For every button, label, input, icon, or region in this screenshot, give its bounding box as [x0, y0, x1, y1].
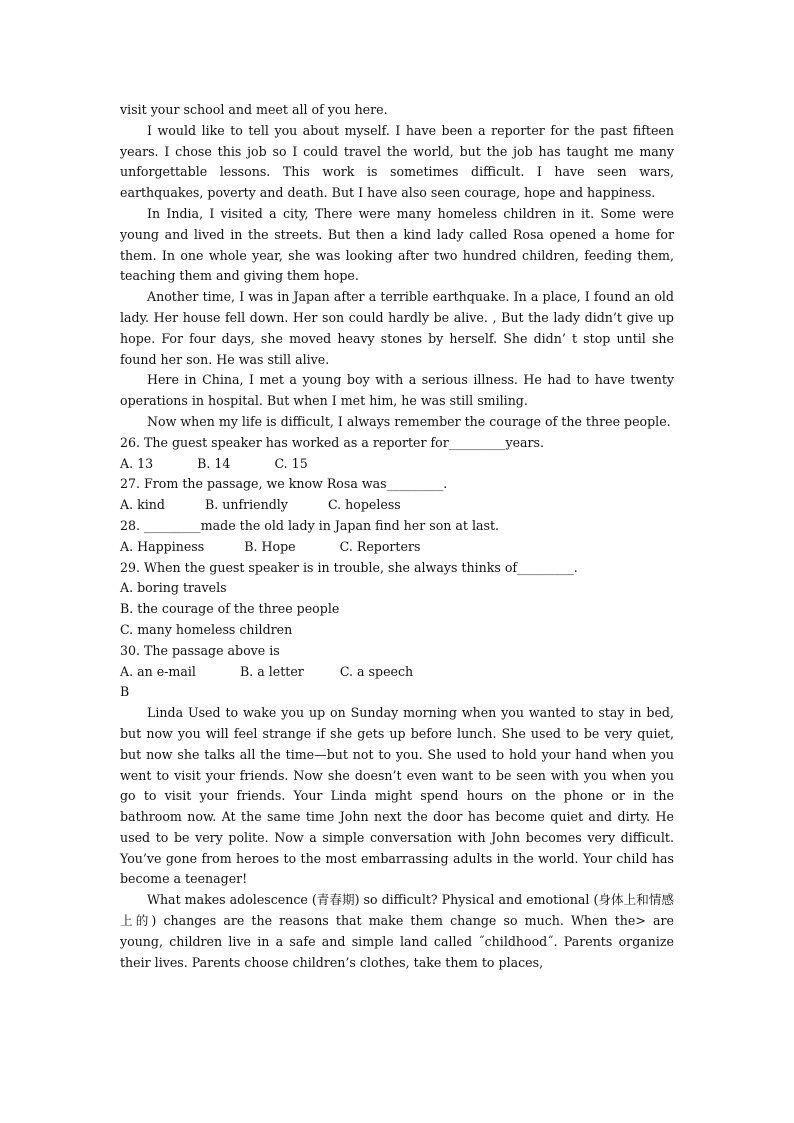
passage-paragraph: What makes adolescence (青春期) so difficult? Physical and emotional (身体上和情感上的) changes are the reasons that make them change so much. When the> are young, children live in a safe and simple land called ˝childhood˝. Parents organize their lives. Parents choose children’s clothes, take them to places,	[120, 892, 674, 970]
question-stem: 28. _________made the old lady in Japan find her son at last.	[120, 517, 500, 533]
answer-options: A. kind B. unfriendly C. hopeless	[120, 497, 401, 513]
passage-paragraph: Here in China, I met a young boy with a serious illness. He had to have twenty operations in hospital. But when I met him, he was still smiling.	[120, 372, 674, 409]
answer-option: A. boring travels	[120, 580, 227, 596]
passage-paragraph: I would like to tell you about myself. I have been a reporter for the past fifteen years. I chose this job so I could travel the world, but the job has taught me many unforgettable lessons. This work is sometimes difficult. I have seen wars, earthquakes, poverty and death. But I have also seen courage, hope and happiness.	[120, 122, 674, 201]
answer-option: C. many homeless children	[120, 621, 293, 637]
document-page	[120, 100, 674, 973]
answer-options: A. Happiness B. Hope C. Reporters	[120, 538, 421, 554]
question-stem: 30. The passage above is	[120, 642, 280, 658]
passage-a	[120, 100, 674, 433]
question-stem: 29. When the guest speaker is in trouble, she always thinks of_________.	[120, 559, 578, 575]
answer-options: A. 13 B. 14 C. 15	[120, 455, 308, 471]
section-b	[120, 682, 674, 973]
passage-paragraph: In India, I visited a city, There were many homeless children in it. Some were young and lived in the streets. But then a kind lady called Rosa opened a home for them. In one whole year, she was looking after two hundred children, feeding them, teaching them and giving them hope.	[120, 205, 674, 284]
question-stem: 26. The guest speaker has worked as a reporter for_________years.	[120, 434, 545, 450]
passage-paragraph: Now when my life is difficult, I always remember the courage of the three people.	[147, 413, 671, 429]
passage-paragraph: Linda Used to wake you up on Sunday morning when you wanted to stay in bed, but now you will feel strange if she gets up before lunch. She used to be very quiet, but now she talks all the time—but not to you. She used to hold your hand when you went to visit your friends. Now she doesn’t even want to be seen with you when you go to visit your friends. Your Linda might spend hours on the phone or in the bathroom now. At the same time John next the door has become quiet and dirty. He used to be very polite. Now a simple conversation with John becomes very difficult. You’ve gone from heroes to the most embarrassing adults in the world. Your child has become a teenager!	[120, 705, 674, 887]
answer-options: A. an e-mail B. a letter C. a speech	[120, 663, 414, 679]
answer-option: B. the courage of the three people	[120, 601, 340, 617]
questions	[120, 433, 674, 683]
section-heading: B	[120, 684, 130, 700]
question-stem: 27. From the passage, we know Rosa was_________.	[120, 476, 448, 492]
passage-paragraph: visit your school and meet all of you here.	[120, 102, 388, 117]
passage-paragraph: Another time, I was in Japan after a terrible earthquake. In a place, I found an old lady. Her house fell down. Her son could hardly be alive. , But the lady didn’t give up hope. For four days, she moved heavy stones by herself. She didn’ t stop until she found her son. He was still alive.	[120, 289, 674, 367]
